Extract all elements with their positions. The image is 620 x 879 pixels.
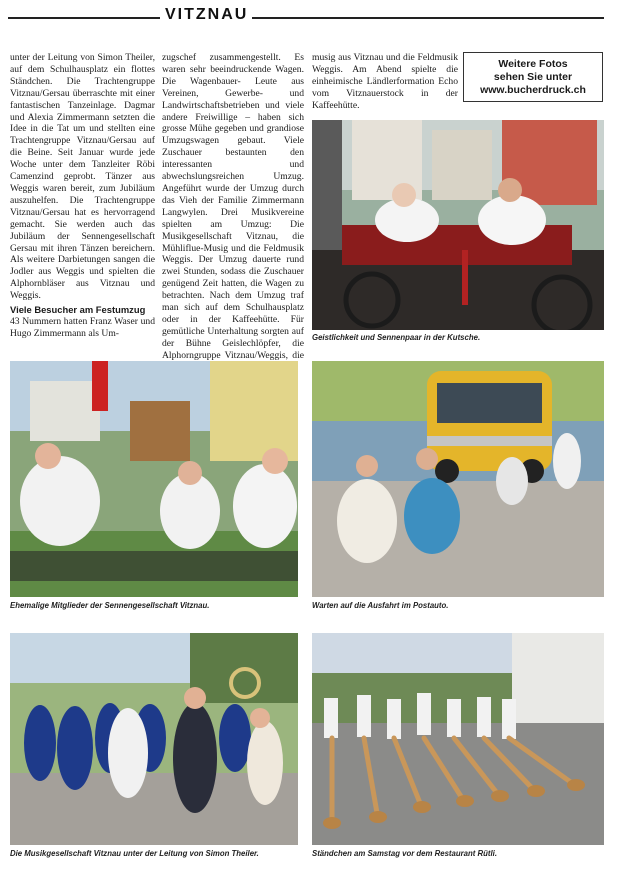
- caption-musik: Die Musikgesellschaft Vitznau unter der Leitung von Simon Theiler.: [10, 849, 259, 858]
- photo-staendchen: [312, 633, 604, 845]
- photo-musik-image: [10, 633, 298, 845]
- article-paragraph: unter der Leitung von Simon Theiler, auf dem Schulhausplatz ein flottes Ständchen. Die Trachtengruppe Vitznau/Gersau überraschte mit einer fantastischen Tanzeinlage. Dagmar und Alexia Zimmermann setzten die Idee in die Tat um und stellten eine Trachtengruppe Vitznau/Gersau auf die Beine. Seit Januar wurde jede Woche unter dem Tanzleiter Röbi Camenzind geprobt. Tänzer aus Weggis waren bereit, zum Jubiläum auszuhelfen. Die Trachtengruppe Vitznau/Gersau hat es hervorragend gemacht. Sie werden auch das Jubiläum der Sennengesellschaft Gersau mit ihren Tänzen bereichern. Als weitere Darbietungen sangen die Jodler aus Weggis und spielten die Alphornbläser aus Vitznau und Weggis.: [10, 52, 155, 302]
- header-rule-right: [252, 17, 604, 19]
- article-paragraph: 43 Nummern hatten Franz Waser und Hugo Zimmermann als Um-: [10, 315, 155, 339]
- photo-postauto-image: [312, 361, 604, 597]
- photo-postauto: [312, 361, 604, 597]
- article-paragraph: zugschef zusammengestellt. Es waren sehr beeindruckende Wagen. Die Wagenbauer- Leute aus Vereinen, Gewerbe- und Landwirtschaftsbetrieben und viele andere Freiwillige – haben sich grosse Mühe gegeben und grandiose Umzugswagen gebaut. Viele Zuschauer bestaunten den interessanten und abwechslungsreichen Umzug. Angeführt wurde der Umzug durch das Vieh der Familie Zimmermann Langwylen. Drei Musikvereine spielten am Umzug: Die Musikgesellschaft Vitznau, die Mühliflue-Musig und die Feldmusik Weggis. Der Umzug dauerte rund zwei Stunden, sodass die Zuschauer genügend Zeit hatten, die Wagen zu betrachten. Nach dem Umzug traf man sich auf dem Schulhausplatz oder in der Kaffeehütte. Für gemütliche Unterhaltung sorgten auf der Bühne Geislechlöpfer, die Alphorngruppe Vitznau/Weggis, die: [162, 52, 304, 361]
- caption-mitglieder: Ehemalige Mitglieder der Sennengesellschaft Vitznau.: [10, 601, 210, 610]
- photo-kutsche-image: [312, 120, 604, 330]
- photo-kutsche: [312, 120, 604, 330]
- more-photos-box: [463, 52, 603, 102]
- article-column-2: [162, 52, 304, 373]
- article-subhead: Viele Besucher am Festumzug: [10, 304, 146, 316]
- info-line: Weitere Fotos: [498, 57, 568, 70]
- section-title: VITZNAU: [165, 6, 249, 23]
- article-paragraph: musig aus Vitznau und die Feldmusik Weggis. Am Abend spielte die einheimische Ländlerformation Echo vom Vitznauerstock in der Kaffeehütte.: [312, 52, 458, 111]
- photo-musik: [10, 633, 298, 845]
- caption-postauto: Warten auf die Ausfahrt im Postauto.: [312, 601, 449, 610]
- header-rule-left: [8, 17, 160, 19]
- photo-mitglieder-image: [10, 361, 298, 597]
- website-link[interactable]: www.bucherdruck.ch: [480, 83, 586, 96]
- photo-mitglieder: [10, 361, 298, 597]
- article-column-1: [10, 52, 155, 340]
- photo-staendchen-image: [312, 633, 604, 845]
- article-column-3: [312, 52, 458, 112]
- caption-staendchen: Ständchen am Samstag vor dem Restaurant Rütli.: [312, 849, 498, 858]
- caption-kutsche: Geistlichkeit und Sennenpaar in der Kutsche.: [312, 333, 481, 342]
- info-line: sehen Sie unter: [493, 70, 573, 83]
